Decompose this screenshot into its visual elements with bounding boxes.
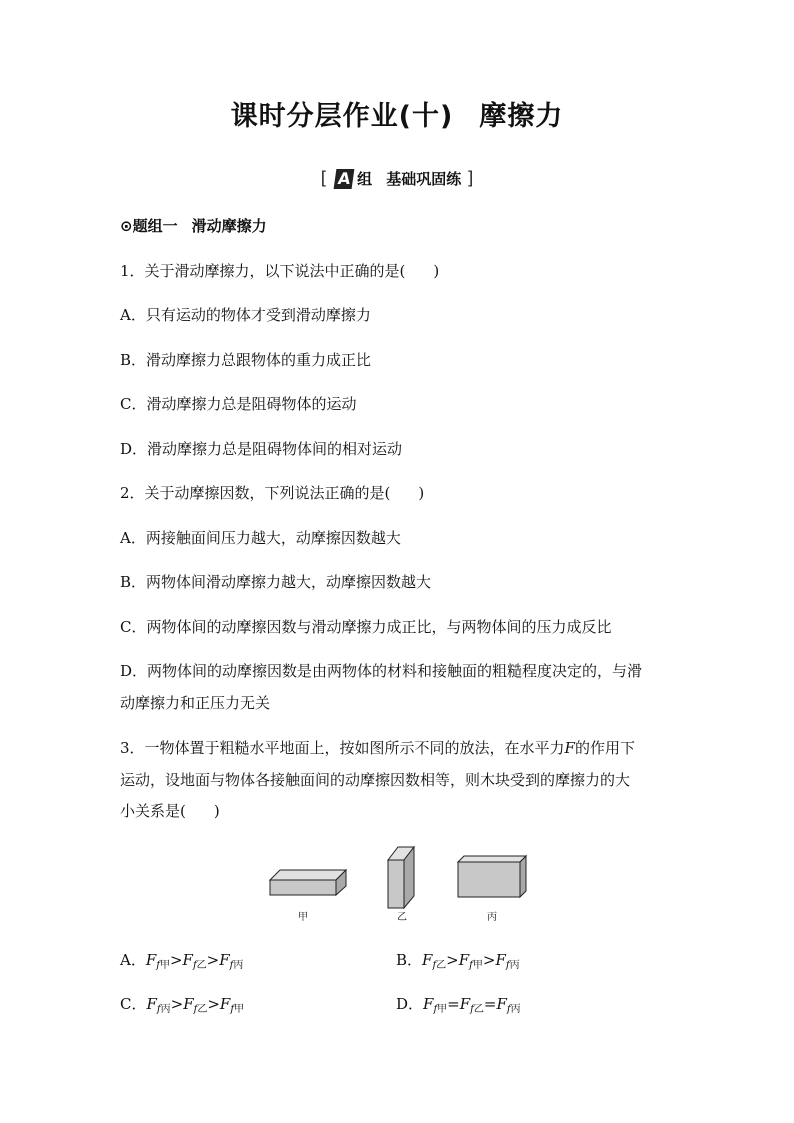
box-bing [458,856,526,897]
q3-d-sub3-f: f [506,1004,511,1015]
q3-c-sub2 [194,1004,208,1015]
q3-b-sub3-f: f [505,960,510,971]
q3-stem-text3: 小关系是( [120,802,186,820]
q3-option-b-label: B． [396,951,423,969]
q3-option-c-label: C． [120,995,147,1013]
q3-c-term3: 甲 [234,1004,245,1015]
q3-a-rel2: > [206,951,220,969]
q1-option-c: C．滑动摩擦力总是阻碍物体的运动 [120,395,357,413]
q3-a-F3: F [219,951,230,969]
q3-b-rel1: > [446,951,459,969]
group-desc: 基础巩固练 [386,170,462,188]
page-title [0,94,794,133]
q3-option-b [396,950,520,973]
box-yi [388,847,414,908]
q2-stem-text: 2．关于动摩擦因数，下列说法正确的是( [120,484,391,502]
section-label: 题组一 [132,217,178,235]
q3-option-d-label: D． [396,995,424,1013]
q3-c-term2: 乙 [197,1004,208,1015]
section-heading [120,216,680,236]
q3-d-term3: 丙 [510,1004,521,1015]
q3-d-rel1: = [447,995,460,1013]
q3-a-term3: 丙 [233,960,244,971]
q3-d-sub2 [470,1004,484,1015]
q3-force-var: F [564,739,575,757]
q3-a-F1: F [145,951,157,969]
q1-option-a: A．只有运动的物体才受到滑动摩擦力 [120,306,371,324]
q3-stem-line1 [120,738,680,758]
group-label [0,168,794,189]
q3-stem-text1b: 的作用下 [574,739,635,757]
q3-b-sub2 [469,960,483,971]
q3-d-F1: F [423,995,434,1013]
title-main: 课时分层作业(十) [230,101,454,132]
q3-c-term1: 丙 [160,1004,171,1015]
q3-a-rel1: > [169,951,183,969]
q3-d-sub1-f: f [433,1004,438,1015]
section-topic: 滑动摩擦力 [191,217,267,235]
q3-d-sub3 [507,1004,521,1015]
q3-option-d [396,994,521,1017]
q2-option-b: B．两物体间滑动摩擦力越大，动摩擦因数越大 [120,573,432,591]
q2-option-c: C．两物体间的动摩擦因数与滑动摩擦力成正比，与两物体间的压力成反比 [120,618,612,636]
group-bracket-close: ] [466,168,474,189]
q2-option-d-cont: 动摩擦力和正压力无关 [120,694,271,712]
figure-label-jia: 甲 [298,912,308,923]
q3-a-sub3-f: f [229,960,234,971]
q3-d-rel2: = [483,995,497,1013]
q2-stem [120,483,680,503]
q3-figure [262,840,542,930]
figure-label-bing: 丙 [487,912,497,923]
q3-b-F1: F [422,951,433,969]
group-badge: A [333,169,354,189]
q3-c-F3: F [219,995,231,1013]
q3-d-term1: 甲 [437,1004,448,1015]
q3-stem-line3 [120,801,680,821]
q3-a-F2: F [182,951,193,969]
q1-option-d: D．滑动摩擦力总是阻碍物体间的相对运动 [120,440,403,458]
group-bracket-open: [ [320,168,328,189]
q3-stem-close: ) [213,802,220,820]
q3-c-F2: F [183,995,194,1013]
title-topic: 摩擦力 [479,101,564,132]
q1-stem-text: 1．关于滑动摩擦力，以下说法中正确的是( [120,262,406,280]
q3-a-sub1-f: f [156,960,160,971]
q3-option-a-label: A． [120,951,146,969]
q3-b-sub1-f: f [432,960,437,971]
q3-d-term2: 乙 [473,1004,484,1015]
q3-a-sub3 [230,960,244,971]
q2-stem-close: ) [418,484,425,502]
q2-option-d: D．两物体间的动摩擦因数是由两物体的材料和接触面的粗糙程度决定的，与滑 [120,662,643,680]
q2-option-a: A．两接触面间压力越大，动摩擦因数越大 [120,529,401,547]
q3-b-term2: 甲 [472,960,483,971]
box-jia [270,870,346,895]
q3-b-term1: 乙 [436,960,447,971]
q3-b-sub3 [506,960,520,971]
q3-option-c [120,994,244,1017]
figure-label-yi: 乙 [397,912,407,923]
q3-c-sub2-f: f [193,1004,198,1015]
q3-b-F2: F [458,951,470,969]
q3-b-sub2-f: f [469,960,473,971]
q3-b-term3: 丙 [509,960,520,971]
q3-d-F2: F [459,995,471,1013]
q3-c-sub3-f: f [230,1004,235,1015]
q1-option-b: B．滑动摩擦力总跟物体的重力成正比 [120,351,372,369]
q3-d-sub1 [433,1004,447,1015]
q3-a-term2: 乙 [196,960,207,971]
q3-a-sub1 [156,960,170,971]
q3-b-F3: F [495,951,506,969]
q3-a-sub2-f: f [192,960,197,971]
q3-c-rel1: > [170,995,184,1013]
q3-option-a [120,950,243,973]
section-marker-icon: ⊙ [120,217,133,235]
q3-a-sub2 [193,960,207,971]
q3-stem-line2: 运动，设地面与物体各接触面间的动摩擦因数相等，则木块受到的摩擦力的大 [120,771,631,789]
q3-b-sub1 [432,960,446,971]
q3-b-rel2: > [482,951,496,969]
q3-c-sub3 [230,1004,244,1015]
q3-d-F3: F [496,995,507,1013]
q3-a-term1: 甲 [159,960,170,971]
q3-d-sub2-f: f [470,1004,474,1015]
group-name: 组 [357,170,373,188]
q1-stem-close: ) [433,262,440,280]
q1-stem [120,261,680,281]
q3-c-sub1-f: f [156,1004,161,1015]
q3-c-sub1 [157,1004,171,1015]
q3-c-rel2: > [207,995,220,1013]
q3-c-F1: F [146,995,157,1013]
q3-stem-text1: 3．一物体置于粗糙水平地面上，按如图所示不同的放法，在水平力 [120,739,565,757]
